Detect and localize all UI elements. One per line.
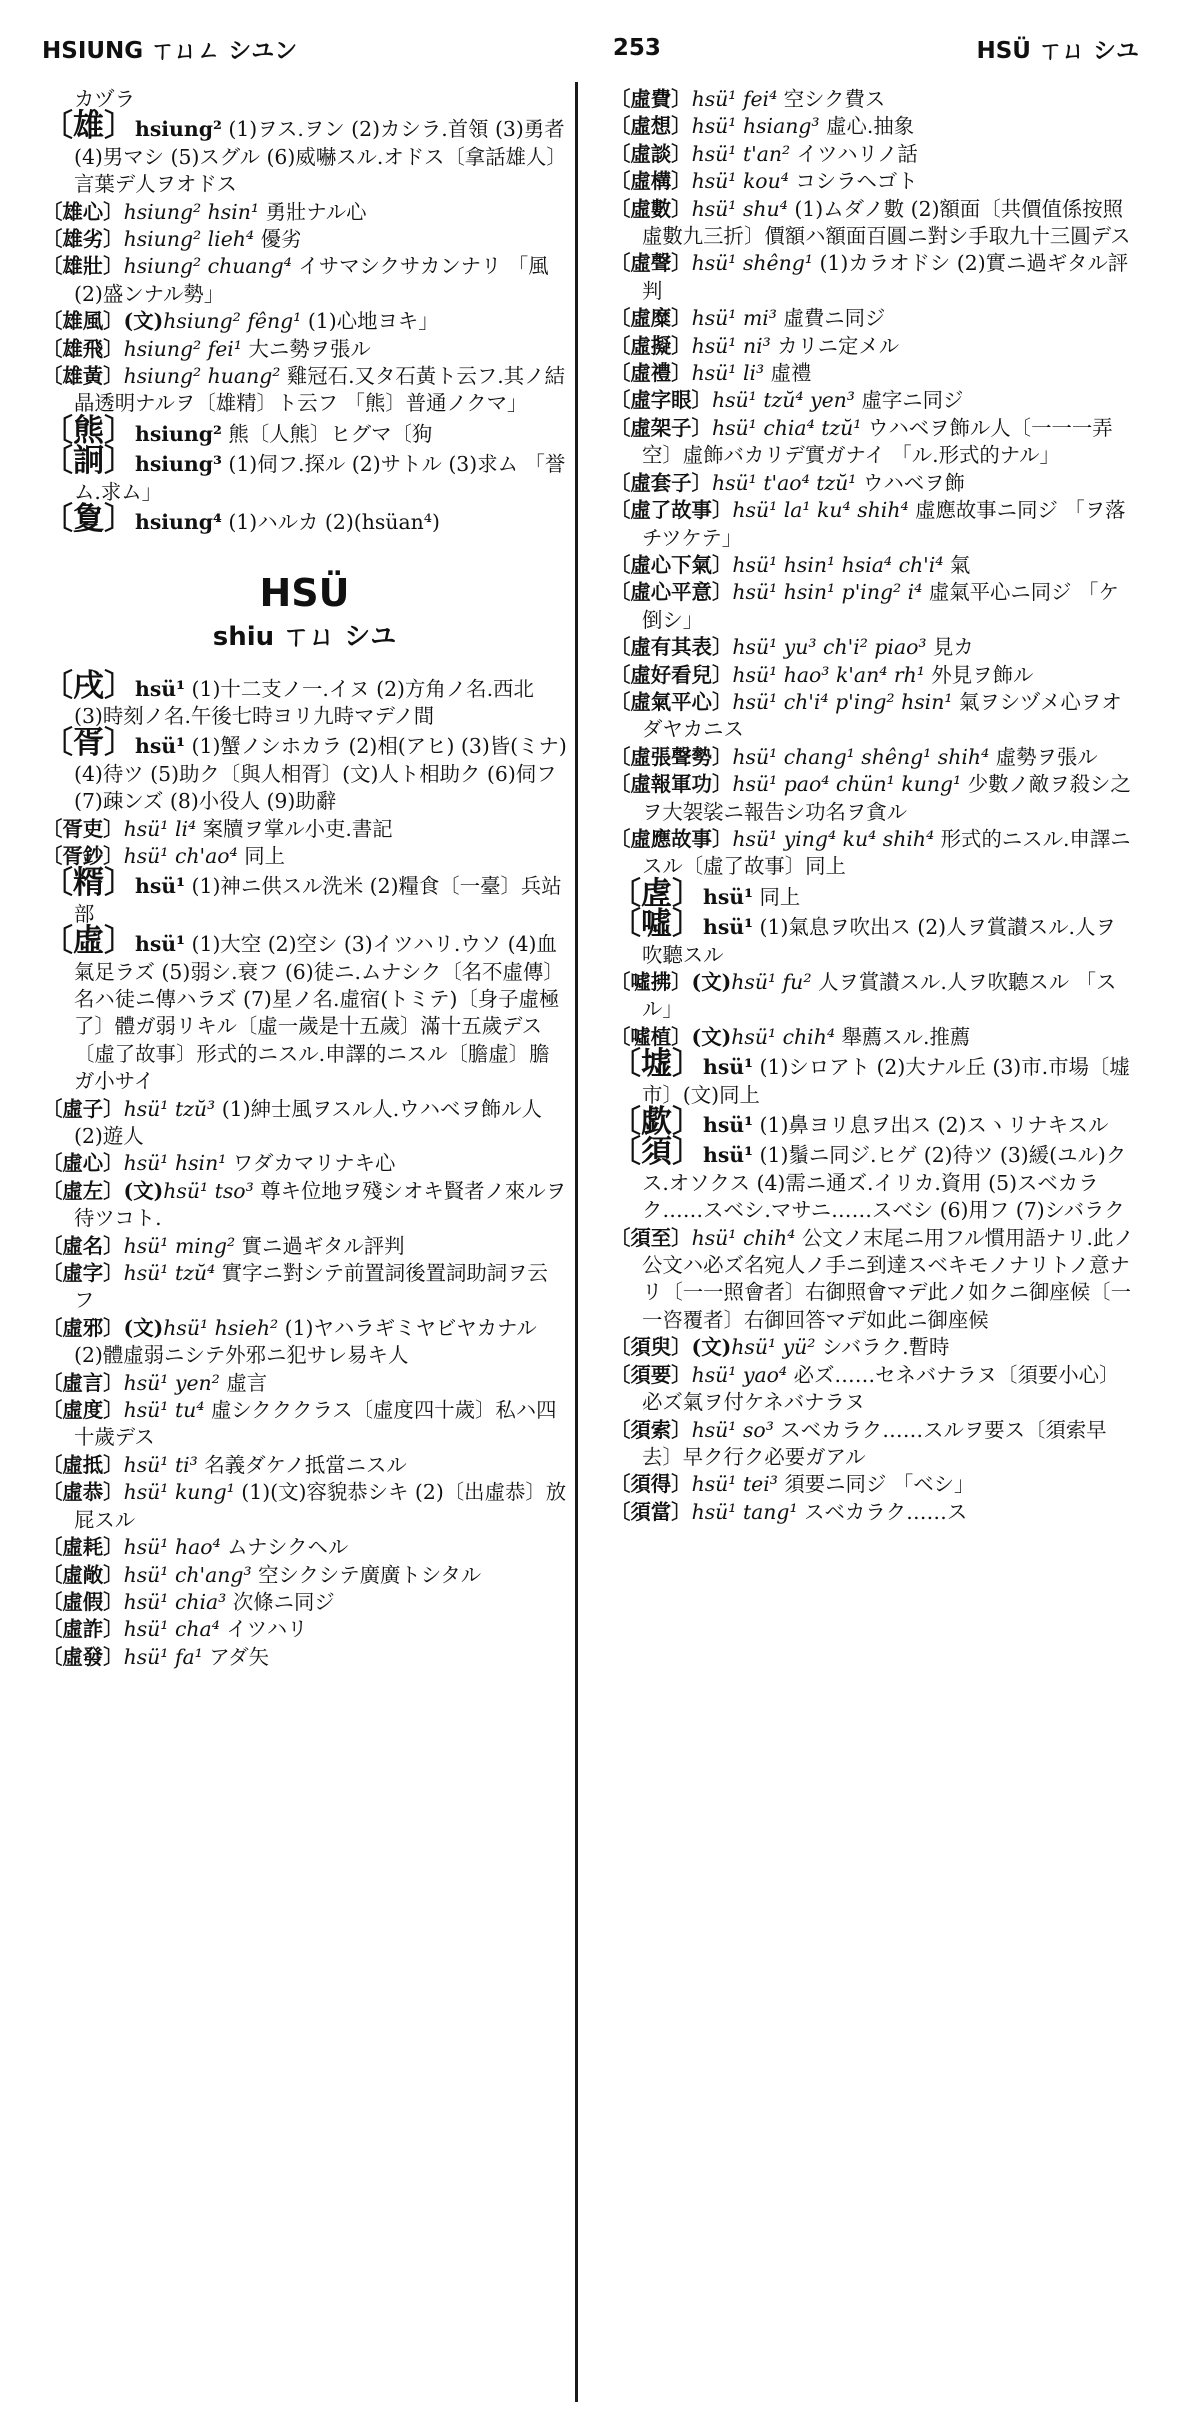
entry-headword: 〔雄劣〕 [42,227,124,252]
dictionary-entry [610,141,1135,168]
entry-headword: 〔墟〕 [610,1046,703,1083]
dictionary-entry [610,360,1135,387]
entry-headword: 〔虛名〕 [42,1233,124,1258]
entry-gloss: 虛言 [226,1370,268,1395]
entry-headword: 〔雄壯〕 [42,254,124,279]
entry-headword: 〔須至〕 [610,1225,692,1250]
entry-gloss: ウハベヲ飾 [862,470,965,495]
entry-gloss: 外見ヲ飾ル [931,662,1034,687]
entry-gloss: 人ヲ賞讃スル.人ヲ吹聽スル 「スル」 [642,970,1117,1022]
entry-romanization: hsü¹ chia³ [123,1589,227,1614]
entry-headword: 〔須臾〕(文) [610,1335,732,1360]
entry-headword: 〔虛抵〕 [42,1452,124,1477]
dictionary-entry [610,1362,1135,1417]
entry-gloss: 虛勢ヲ張ル [995,744,1098,769]
entry-romanization: hsü¹ hao⁴ [123,1535,221,1560]
entry-romanization: hsü¹ yao⁴ [691,1362,788,1387]
dictionary-entry [610,196,1135,251]
entry-headword: 〔虗〕 [610,875,703,912]
dictionary-entry [42,363,567,418]
dictionary-entry [610,1225,1135,1335]
entry-romanization: hsiung³ [135,452,222,477]
entry-romanization: hsü¹ hsiang³ [691,114,820,139]
entry-headword: 〔虛氣平心〕 [610,689,733,714]
right-column [610,86,1135,2396]
entry-romanization: hsiung² [135,421,222,446]
entry-headword: 〔虛字〕 [42,1261,124,1286]
entry-headword: 〔虛談〕 [610,141,692,166]
dictionary-entry [610,1499,1135,1526]
entry-headword: 〔虛子〕 [42,1096,124,1121]
entry-headword: 〔糈〕 [42,865,135,902]
entry-romanization: hsü¹ tzŭ⁴ yen³ [711,388,855,413]
entry-romanization: hsü¹ chih⁴ [691,1225,796,1250]
dictionary-entry [42,1096,567,1151]
entry-gloss: 虛氣平心ニ同ジ 「ケ倒シ」 [642,580,1119,632]
entry-romanization: hsü¹ tzŭ³ [123,1096,216,1121]
dictionary-entry [610,634,1135,661]
dictionary-entry [42,1397,567,1452]
column-divider [575,82,578,2402]
entry-romanization: hsü¹ ti³ [123,1452,198,1477]
entry-romanization: hsü¹ tzŭ⁴ [123,1261,216,1286]
entry-romanization: hsü¹ fei⁴ [691,87,778,111]
entry-gloss: (1)十二支ノ一.イヌ (2)方角ノ名.西北 (3)時刻ノ名.午後七時ヨリ九時マデノ間 [74,676,534,728]
entry-headword: 〔虛應故事〕 [610,826,733,851]
entry-romanization: hsü¹ hao³ k'an⁴ rh¹ [732,662,925,687]
entry-headword: 〔夐〕 [42,501,135,538]
entry-headword: 〔虛詐〕 [42,1617,124,1642]
entry-romanization: hsü¹ hsin¹ hsia⁴ ch'i⁴ [732,552,944,577]
entry-gloss: (1)鼻ヨリ息ヲ出ス (2)スヽリナキスル [759,1113,1109,1138]
entry-headword: 〔虛心平意〕 [610,580,733,605]
entry-headword: 〔虛套子〕 [610,470,712,495]
entry-romanization: hsiung² huang² [123,364,281,389]
dictionary-entry [42,1534,567,1561]
entry-gloss: 氣ヲシヅメ心ヲオダヤカニス [642,689,1122,742]
entry-gloss: 虛費ニ同ジ [783,306,886,331]
dictionary-entry [610,415,1135,470]
entry-romanization: hsü¹ t'an² [691,141,791,166]
entry-gloss: 虛心.抽象 [826,114,915,139]
entry-romanization: hsü¹ yü² [731,1335,816,1360]
page-number: 253 [612,35,661,61]
entry-gloss: 勇壯ナル心 [265,199,367,224]
section-subtitle: shiu ㄒㄩ シユ [212,621,397,652]
entry-romanization: hsü¹ chih⁴ [731,1024,836,1049]
entry-headword: 〔虛聲〕 [610,251,692,276]
entry-gloss: 虛シクククラス〔虛度四十歲〕私ハ四十歲デス [74,1398,557,1450]
entry-romanization: hsü¹ t'ao⁴ tzŭ¹ [711,470,857,495]
entry-romanization: hsü¹ yu³ ch'i² piao³ [732,635,927,660]
dictionary-entry [610,579,1135,634]
entry-romanization: hsü¹ [135,734,186,759]
entry-romanization: hsü¹ tei³ [691,1472,778,1497]
dictionary-entry [42,725,567,815]
entry-headword: 〔噓植〕(文) [610,1024,732,1049]
entry-gloss: 次條ニ同ジ [232,1589,335,1614]
entry-romanization: hsü¹ li³ [691,361,765,386]
dictionary-entry [42,1589,567,1616]
entry-gloss: イサマシクサカンナリ 「風(2)盛ンナル勢」 [74,254,549,306]
dictionary-entry [610,497,1135,552]
dictionary-entry [42,923,567,1095]
section-title: HSÜ [259,570,350,615]
entry-gloss: コシラヘゴト [795,169,918,194]
dictionary-entry [42,336,567,363]
entry-headword: 〔歔〕 [610,1104,703,1141]
dictionary-entry [610,826,1135,881]
entry-romanization: hsiung² fei¹ [123,336,242,361]
entry-headword: 〔須〕 [610,1134,703,1171]
dictionary-entry [42,1562,567,1589]
entry-romanization: hsü¹ [135,676,186,701]
entry-gloss: (1)ヲス.ヲン (2)カシラ.首領 (3)勇者 (4)男マシ (5)スグル (6)威嚇スル.オドス〔拿話雄人〕言葉デ人ヲオドス [74,117,567,197]
entry-headword: 〔虛有其表〕 [610,635,733,660]
dictionary-entry [42,1178,567,1233]
dictionary-entry [42,1370,567,1397]
dictionary-entry [42,1479,567,1534]
entry-romanization: hsiung² lieh⁴ [123,227,255,252]
entry-romanization: hsü¹ shu⁴ [691,196,788,221]
dictionary-entry [42,1315,567,1370]
entry-headword: 〔虛想〕 [610,114,692,139]
entry-headword: 〔戌〕 [42,667,135,704]
entry-headword: 〔虛度〕 [42,1398,124,1423]
entry-gloss: (1)カラオドシ (2)實ニ過ギタル評判 [642,251,1129,303]
entry-romanization: hsü¹ [703,1055,754,1080]
entry-headword: 〔虛擬〕 [610,333,692,358]
dictionary-entry [610,168,1135,195]
dictionary-entry [610,969,1135,1024]
entry-headword: 〔虛構〕 [610,169,692,194]
dictionary-entry [610,771,1135,826]
entry-gloss: イツハリノ話 [796,141,918,166]
entry-gloss: (1)神ニ供スル洗米 (2)糧食〔一臺〕兵站部 [74,874,562,926]
entry-headword: 〔雄風〕(文) [42,309,164,334]
entry-gloss: (1)心地ヨキ」 [307,309,439,334]
page-header [42,28,1139,68]
entry-headword: 〔虛禮〕 [610,361,692,386]
entry-gloss: ムナシクヘル [227,1535,349,1560]
entry-romanization: hsiung² [135,117,222,142]
entry-gloss: 空シク費ス [783,87,886,111]
entry-gloss: カヅラ [74,87,136,111]
entry-gloss: 實字ニ對シテ前置詞後置詞助詞ヲ云フ [74,1261,548,1313]
entry-gloss: (1)蟹ノシホカラ (2)相(アヒ) (3)皆(ミナ) (4)待ツ (5)助ク〔與人相胥〕(文)人ト相助ク (6)伺フ (7)疎ンズ (8)小役人 (9)助辭 [74,734,567,814]
entry-romanization: hsü¹ chia⁴ tzŭ¹ [711,415,862,440]
entry-gloss: 大ニ勢ヲ張ル [248,336,371,361]
entry-gloss: 必ズ……セネバナラヌ〔須要小心〕必ズ氣ヲ付ケネバナラヌ [642,1362,1120,1415]
dictionary-entry [42,1452,567,1479]
entry-headword: 〔須當〕 [610,1499,692,1524]
entry-gloss: (1)ハルカ (2)(hsüan⁴) [228,510,440,535]
entry-headword: 〔虛左〕(文) [42,1178,164,1203]
entry-gloss: 名義ダケノ抵當ニスル [204,1452,407,1477]
entry-gloss: 虛禮 [770,361,812,386]
entry-headword: 〔須索〕 [610,1417,692,1442]
entry-headword: 〔詗〕 [42,443,135,480]
entry-headword: 〔熊〕 [42,412,135,449]
entry-headword: 〔虛言〕 [42,1370,124,1395]
entry-romanization: hsü¹ [703,1143,754,1168]
dictionary-entry [42,443,567,506]
entry-gloss: シバラク.暫時 [821,1335,950,1360]
entry-romanization: hsiung² hsin¹ [123,199,260,224]
entry-gloss: アダ矢 [209,1644,270,1669]
entry-romanization: hsü¹ hsieh² [163,1315,279,1340]
dictionary-entry [610,662,1135,689]
entry-romanization: hsü¹ hsin¹ p'ing² i⁴ [732,580,923,605]
entry-romanization: hsü¹ ch'ang³ [123,1562,252,1587]
entry-gloss: (1)シロアト (2)大ナル丘 (3)市.市場〔墟市〕(文)同上 [642,1055,1130,1107]
entry-romanization: hsiung⁴ [135,510,222,535]
entry-romanization: hsiung² fêng¹ [163,309,302,334]
entry-headword: 〔虛恭〕 [42,1480,124,1505]
dictionary-entry [42,501,567,538]
entry-romanization: hsü¹ tso³ [163,1178,254,1203]
entry-romanization: hsü¹ hsin¹ [123,1151,227,1176]
entry-gloss: イツハリ [226,1617,308,1642]
entry-romanization: hsü¹ ni³ [691,333,771,358]
entry-headword: 〔雄黃〕 [42,364,124,389]
entry-romanization: hsü¹ kou⁴ [691,169,789,194]
entry-headword: 〔虛好看兒〕 [610,662,733,687]
entry-gloss: 雞冠石.又タ石黃ト云フ.其ノ結晶透明ナルヲ〔雄精〕ト云フ 「熊〕普通ノクマ」 [74,364,565,416]
dictionary-entry [42,1260,567,1315]
entry-gloss: (1)伺フ.探ル (2)サトル (3)求ム 「誉ム.求ム」 [74,452,566,504]
dictionary-entry [42,865,567,928]
dictionary-entry [610,333,1135,360]
entry-gloss: ウハベヲ飾ル人〔一一一弄空〕虛飾バカリデ實ガナイ 「ル.形式的ナル」 [642,415,1113,468]
entry-gloss: スベカラク……スルヲ要ス〔須索早去〕早ク行ク必要ガアル [642,1417,1107,1469]
entry-headword: 〔雄飛〕 [42,336,124,361]
entry-romanization: hsü¹ mi³ [691,306,777,331]
dictionary-entry [610,1334,1135,1361]
entry-headword: 〔虛邪〕(文) [42,1315,164,1340]
entry-headword: 〔雄心〕 [42,199,124,224]
entry-gloss: 少數ノ敵ヲ殺シ之ヲ大袈裟ニ報告シ功名ヲ貪ル [642,772,1131,824]
entry-headword: 〔虛糜〕 [610,306,692,331]
dictionary-entry [610,470,1135,497]
dictionary-entry [610,1134,1135,1224]
entry-gloss: (1)ムダノ數 (2)額面〔共價值係按照虛數九三折〕價額ハ額面百圓ニ對シ手取九十三圓デス [642,196,1131,249]
entry-gloss: (1)紳士風ヲスル人.ウハベヲ飾ル人 (2)遊人 [74,1096,542,1148]
entry-headword: 〔虛張聲勢〕 [610,744,733,769]
entry-headword: 〔虛敞〕 [42,1562,124,1587]
entry-romanization: hsü¹ ch'i⁴ p'ing² hsin¹ [732,689,953,714]
entry-headword: 〔胥鈔〕 [42,843,124,868]
entry-romanization: hsü¹ cha⁴ [123,1617,220,1642]
entry-headword: 〔須要〕 [610,1362,692,1387]
dictionary-entry [610,113,1135,140]
dictionary-entry [42,199,567,226]
entry-romanization: hsü¹ so³ [691,1417,774,1442]
entry-gloss: (1)ヤハラギミヤビヤカナル (2)體虛弱ニシテ外邪ニ犯サレ易キ人 [74,1315,537,1368]
entry-gloss: 虛應故事ニ同ジ 「ヲ落チツケテ」 [642,498,1126,550]
entry-romanization: hsü¹ shêng¹ [691,251,813,276]
entry-romanization: hsiung² chuang⁴ [123,254,292,279]
entry-gloss: 優劣 [260,227,302,252]
entry-gloss: 案牘ヲ掌ル小吏.書記 [202,816,393,841]
entry-headword: 〔虛發〕 [42,1644,124,1669]
running-head-left: HSIUNG ㄒㄩㄥ シユン [42,37,298,64]
entry-romanization: hsü¹ tang¹ [691,1499,798,1524]
entry-romanization: hsü¹ yen² [123,1370,220,1395]
entry-romanization: hsü¹ ying⁴ ku⁴ shih⁴ [732,826,935,851]
dictionary-entry [610,906,1135,969]
dictionary-entry [610,387,1135,414]
entry-gloss: (1)大空 (2)空シ (3)イツハリ.ウソ (4)血氣足ラズ (5)弱シ.衰フ (6)徒ニ.ムナシク〔名不虛傳〕名ハ徒ニ傳ハラズ (7)星ノ名.虛宿(トミテ)〔身子虛極了〕體ガ弱リキル〔虛一歲是十五歲〕滿十五歲デス〔虛了故事〕形式的ニスル.申譯的ニスル〔膽虛〕膽ガ小サイ [74,932,564,1094]
dictionary-entry [610,689,1135,744]
dictionary-entry [610,1471,1135,1498]
entry-headword: 〔虛了故事〕 [610,498,733,523]
entry-romanization: hsü¹ [135,874,186,899]
entry-headword: 〔虛字眼〕 [610,388,712,413]
entry-romanization: hsü¹ fa¹ [123,1644,203,1669]
entry-headword: 〔虛心〕 [42,1151,124,1176]
entry-gloss: 見カ [933,635,974,660]
dictionary-entry [42,1150,567,1177]
entry-romanization: hsü¹ [703,884,754,909]
entry-gloss: 公文ノ末尾ニ用フル慣用語ナリ.此ノ公文ハ必ズ名宛人ノ手ニ到達スベキモノナリトノ意ナリ〔一一照會者〕右御照會マデ此ノ如クニ御座候〔一一咨覆者〕右御回答マデ如此ニ御座候 [642,1225,1134,1332]
entry-headword: 〔須得〕 [610,1472,692,1497]
entry-romanization: hsü¹ pao⁴ chün¹ kung¹ [732,772,962,797]
dictionary-entry [610,1046,1135,1109]
entry-gloss: 舉薦スル.推薦 [841,1024,971,1049]
dictionary-entry [42,816,567,843]
entry-headword: 〔虛數〕 [610,196,692,221]
left-bottom-entries [42,667,567,1672]
entry-romanization: hsü¹ fu² [731,970,812,994]
section-heading [42,571,567,655]
entry-gloss: 氣 [949,552,971,577]
entry-headword: 〔噓拂〕(文) [610,970,732,994]
dictionary-entry [42,226,567,253]
entry-gloss: 同上 [244,843,285,868]
entry-headword: 〔虛架子〕 [610,415,712,440]
dictionary-entry [42,108,567,198]
entry-gloss: 空シクシテ廣廣トシタル [258,1562,482,1587]
entry-headword: 〔雄〕 [42,108,135,145]
entry-gloss: カリニ定メル [777,333,900,358]
entry-gloss: 實ニ過ギタル評判 [241,1233,405,1258]
dictionary-entry [42,667,567,731]
entry-romanization: hsü¹ la¹ ku⁴ shih⁴ [732,498,909,523]
entry-romanization: hsü¹ chang¹ shêng¹ shih⁴ [732,744,990,769]
dictionary-entry [610,305,1135,332]
running-head-right: HSÜ ㄒㄩ シユ [976,37,1139,64]
entry-headword: 〔噓〕 [610,906,703,943]
entry-romanization: hsü¹ ming² [123,1233,236,1258]
entry-romanization: hsü¹ li⁴ [123,816,197,841]
entry-headword: 〔虛費〕 [610,87,692,111]
dictionary-entry [42,308,567,335]
entry-headword: 〔虛假〕 [42,1589,124,1614]
entry-gloss: (1)鬚ニ同ジ.ヒゲ (2)待ツ (3)緩(ユル)クス.オソクス (4)需ニ通ズ.イリカ.資用 (5)スベカラク……スベシ.マサニ……スベシ (6)用フ (7)シバラク [642,1143,1127,1223]
dictionary-entry [610,86,1135,113]
entry-gloss: 尊キ位地ヲ殘シオキ賢者ノ來ルヲ待ツコト. [74,1178,567,1231]
entry-gloss: 虛字ニ同ジ [861,388,964,413]
entry-headword: 〔虛〕 [42,923,135,960]
entry-headword: 〔虛耗〕 [42,1535,124,1560]
entry-romanization: hsü¹ [703,1113,754,1138]
entry-headword: 〔虛報軍功〕 [610,772,733,797]
entry-romanization: hsü¹ tu⁴ [123,1398,205,1423]
dictionary-entry [42,1616,567,1643]
dictionary-entry [42,1233,567,1260]
entry-romanization: hsü¹ ch'ao⁴ [123,843,238,868]
right-entries [610,86,1135,1526]
dictionary-entry [610,1417,1135,1472]
entry-gloss: (1)(文)容貌恭シキ (2)〔出虛恭〕放屁スル [74,1480,567,1532]
dictionary-entry [42,1644,567,1671]
left-top-entries [42,86,567,537]
entry-romanization: hsü¹ [135,932,186,957]
dictionary-entry [610,250,1135,305]
entry-headword: 〔胥〕 [42,725,135,762]
entry-gloss: 形式的ニスル.申譯ニスル〔虛了故事〕同上 [642,826,1131,879]
entry-gloss: (1)氣息ヲ吹出ス (2)人ヲ賞讃スル.人ヲ吹聽スル [642,915,1116,967]
entry-gloss: スベカラク……ス [804,1499,968,1524]
entry-romanization: hsü¹ kung¹ [123,1480,235,1505]
dictionary-entry [610,744,1135,771]
dictionary-entry [610,552,1135,579]
entry-gloss: 熊〔人熊〕ヒグマ〔狗 [228,421,433,446]
entry-gloss: 須要ニ同ジ 「ベシ」 [784,1472,975,1497]
dictionary-entry [42,253,567,308]
entry-romanization: hsü¹ [703,915,754,940]
entry-headword: 〔胥吏〕 [42,816,124,841]
left-column [42,86,567,2396]
entry-gloss: 同上 [759,884,801,909]
entry-headword: 〔虛心下氣〕 [610,552,733,577]
entry-gloss: ワダカマリナキ心 [232,1151,396,1176]
